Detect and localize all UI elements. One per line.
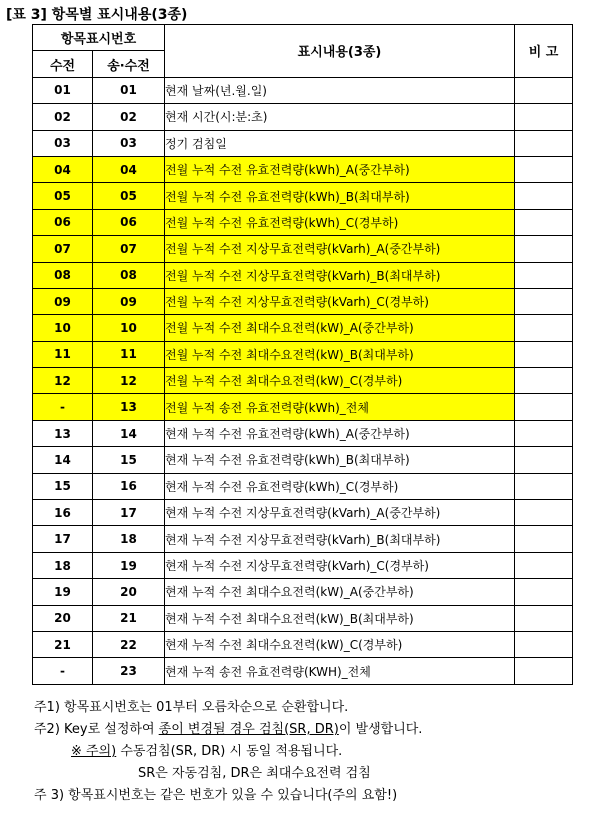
cell-recv-number: 17 xyxy=(33,526,93,552)
table-row xyxy=(33,658,573,684)
table-row xyxy=(33,288,573,314)
cell-content: 현재 시간(시:분:초) xyxy=(165,104,515,130)
cell-remark xyxy=(515,579,573,605)
cell-recv-number: 16 xyxy=(33,500,93,526)
table-row xyxy=(33,262,573,288)
cell-content: 현재 누적 수전 최대수요전력(kW)_A(중간부하) xyxy=(165,579,515,605)
cell-content: 현재 누적 수전 지상무효전력량(kVarh)_B(최대부하) xyxy=(165,526,515,552)
cell-send-recv-number: 15 xyxy=(93,447,165,473)
cell-remark xyxy=(515,104,573,130)
cell-send-recv-number: 06 xyxy=(93,209,165,235)
table-row xyxy=(33,420,573,446)
cell-send-recv-number: 21 xyxy=(93,605,165,631)
table-row xyxy=(33,77,573,103)
table-row xyxy=(33,341,573,367)
note-sr-dr: SR은 자동검침, DR은 최대수요전력 검침 xyxy=(138,766,371,781)
cell-content: 전월 누적 수전 지상무효전력량(kVarh)_B(최대부하) xyxy=(165,262,515,288)
cell-send-recv-number: 12 xyxy=(93,368,165,394)
cell-recv-number: 18 xyxy=(33,552,93,578)
table-row xyxy=(33,579,573,605)
table-row xyxy=(33,183,573,209)
note-1: 주1) 항목표시번호는 01부터 오름차순으로 순환합니다. xyxy=(34,700,349,715)
cell-send-recv-number: 02 xyxy=(93,104,165,130)
cell-send-recv-number: 01 xyxy=(93,77,165,103)
cell-remark xyxy=(515,631,573,657)
table-row xyxy=(33,473,573,499)
cell-recv-number: - xyxy=(33,658,93,684)
cell-remark xyxy=(515,500,573,526)
table-row xyxy=(33,130,573,156)
cell-content: 전월 누적 수전 지상무효전력량(kVarh)_C(경부하) xyxy=(165,288,515,314)
cell-send-recv-number: 13 xyxy=(93,394,165,420)
cell-recv-number: 05 xyxy=(33,183,93,209)
cell-remark xyxy=(515,209,573,235)
cell-remark xyxy=(515,368,573,394)
cell-recv-number: 19 xyxy=(33,579,93,605)
cell-remark xyxy=(515,315,573,341)
header-content: 표시내용(3종) xyxy=(165,25,515,78)
table-body xyxy=(33,77,573,684)
cell-send-recv-number: 16 xyxy=(93,473,165,499)
note-2 xyxy=(34,719,422,741)
cell-recv-number: 07 xyxy=(33,236,93,262)
cell-content: 현재 누적 송전 유효전력량(KWH)_전체 xyxy=(165,658,515,684)
cell-recv-number: 10 xyxy=(33,315,93,341)
table-row xyxy=(33,104,573,130)
note-2-suffix: 이 발생합니다. xyxy=(338,722,423,737)
cell-content: 현재 누적 수전 유효전력량(kWh)_A(중간부하) xyxy=(165,420,515,446)
table-row xyxy=(33,605,573,631)
table-title: [표 3] 항목별 표시내용(3종) xyxy=(6,7,188,23)
cell-remark xyxy=(515,183,573,209)
cell-remark xyxy=(515,394,573,420)
cell-recv-number: 13 xyxy=(33,420,93,446)
cell-content: 현재 누적 수전 유효전력량(kWh)_B(최대부하) xyxy=(165,447,515,473)
cell-content: 전월 누적 송전 유효전력량(kWh)_전체 xyxy=(165,394,515,420)
cell-recv-number: 06 xyxy=(33,209,93,235)
cell-recv-number: 15 xyxy=(33,473,93,499)
cell-send-recv-number: 03 xyxy=(93,130,165,156)
cell-send-recv-number: 18 xyxy=(93,526,165,552)
cell-send-recv-number: 09 xyxy=(93,288,165,314)
cell-recv-number: - xyxy=(33,394,93,420)
cell-send-recv-number: 05 xyxy=(93,183,165,209)
cell-content: 전월 누적 수전 유효전력량(kWh)_C(경부하) xyxy=(165,209,515,235)
cell-content: 현재 누적 수전 최대수요전력(kW)_C(경부하) xyxy=(165,631,515,657)
cell-recv-number: 20 xyxy=(33,605,93,631)
cell-recv-number: 21 xyxy=(33,631,93,657)
cell-recv-number: 11 xyxy=(33,341,93,367)
header-remark: 비 고 xyxy=(515,25,573,78)
cell-send-recv-number: 17 xyxy=(93,500,165,526)
cell-remark xyxy=(515,605,573,631)
cell-send-recv-number: 14 xyxy=(93,420,165,446)
cell-content: 현재 날짜(년.월.일) xyxy=(165,77,515,103)
table-row xyxy=(33,394,573,420)
cell-content: 현재 누적 수전 유효전력량(kWh)_C(경부하) xyxy=(165,473,515,499)
cell-recv-number: 01 xyxy=(33,77,93,103)
cell-remark xyxy=(515,658,573,684)
cell-send-recv-number: 07 xyxy=(93,236,165,262)
note-caution-text: 수동검침(SR, DR) 시 동일 적용됩니다. xyxy=(116,744,343,759)
cell-content: 현재 누적 수전 최대수요전력(kW)_B(최대부하) xyxy=(165,605,515,631)
table-row xyxy=(33,209,573,235)
table-row xyxy=(33,526,573,552)
cell-content: 전월 누적 수전 최대수요전력(kW)_C(경부하) xyxy=(165,368,515,394)
cell-recv-number: 14 xyxy=(33,447,93,473)
note-caution xyxy=(34,741,422,763)
cell-send-recv-number: 08 xyxy=(93,262,165,288)
header-item-number: 항목표시번호 xyxy=(33,25,165,51)
cell-recv-number: 09 xyxy=(33,288,93,314)
note-2-underlined: 종이 변경될 경우 검침(SR, DR) xyxy=(158,722,339,737)
cell-send-recv-number: 23 xyxy=(93,658,165,684)
cell-content: 현재 누적 수전 지상무효전력량(kVarh)_C(경부하) xyxy=(165,552,515,578)
note-3: 주 3) 항목표시번호는 같은 번호가 있을 수 있습니다(주의 요함!) xyxy=(34,788,398,803)
note-2-prefix: 주2) Key로 설정하여 xyxy=(34,722,159,737)
cell-content: 전월 누적 수전 유효전력량(kWh)_A(중간부하) xyxy=(165,156,515,182)
cell-recv-number: 02 xyxy=(33,104,93,130)
cell-content: 전월 누적 수전 최대수요전력(kW)_B(최대부하) xyxy=(165,341,515,367)
cell-send-recv-number: 19 xyxy=(93,552,165,578)
cell-remark xyxy=(515,447,573,473)
cell-remark xyxy=(515,552,573,578)
table-row xyxy=(33,236,573,262)
cell-recv-number: 12 xyxy=(33,368,93,394)
cell-content: 전월 누적 수전 유효전력량(kWh)_B(최대부하) xyxy=(165,183,515,209)
table-row xyxy=(33,631,573,657)
header-send-recv: 송·수전 xyxy=(93,51,165,77)
cell-content: 전월 누적 수전 최대수요전력(kW)_A(중간부하) xyxy=(165,315,515,341)
cell-recv-number: 08 xyxy=(33,262,93,288)
cell-send-recv-number: 04 xyxy=(93,156,165,182)
table-row xyxy=(33,368,573,394)
cell-remark xyxy=(515,288,573,314)
table-row xyxy=(33,315,573,341)
header-recv: 수전 xyxy=(33,51,93,77)
cell-remark xyxy=(515,341,573,367)
cell-content: 전월 누적 수전 지상무효전력량(kVarh)_A(중간부하) xyxy=(165,236,515,262)
cell-recv-number: 04 xyxy=(33,156,93,182)
cell-send-recv-number: 20 xyxy=(93,579,165,605)
cell-remark xyxy=(515,77,573,103)
display-items-table xyxy=(32,24,573,685)
footnotes xyxy=(34,697,422,807)
cell-remark xyxy=(515,236,573,262)
cell-remark xyxy=(515,156,573,182)
cell-remark xyxy=(515,420,573,446)
cell-recv-number: 03 xyxy=(33,130,93,156)
table-row xyxy=(33,552,573,578)
cell-remark xyxy=(515,262,573,288)
cell-send-recv-number: 11 xyxy=(93,341,165,367)
cell-remark xyxy=(515,130,573,156)
cell-content: 정기 검침일 xyxy=(165,130,515,156)
note-caution-label: ※ 주의) xyxy=(71,744,117,759)
cell-remark xyxy=(515,473,573,499)
cell-send-recv-number: 10 xyxy=(93,315,165,341)
cell-content: 현재 누적 수전 지상무효전력량(kVarh)_A(중간부하) xyxy=(165,500,515,526)
cell-remark xyxy=(515,526,573,552)
table-row xyxy=(33,156,573,182)
table-row xyxy=(33,500,573,526)
table-row xyxy=(33,447,573,473)
cell-send-recv-number: 22 xyxy=(93,631,165,657)
